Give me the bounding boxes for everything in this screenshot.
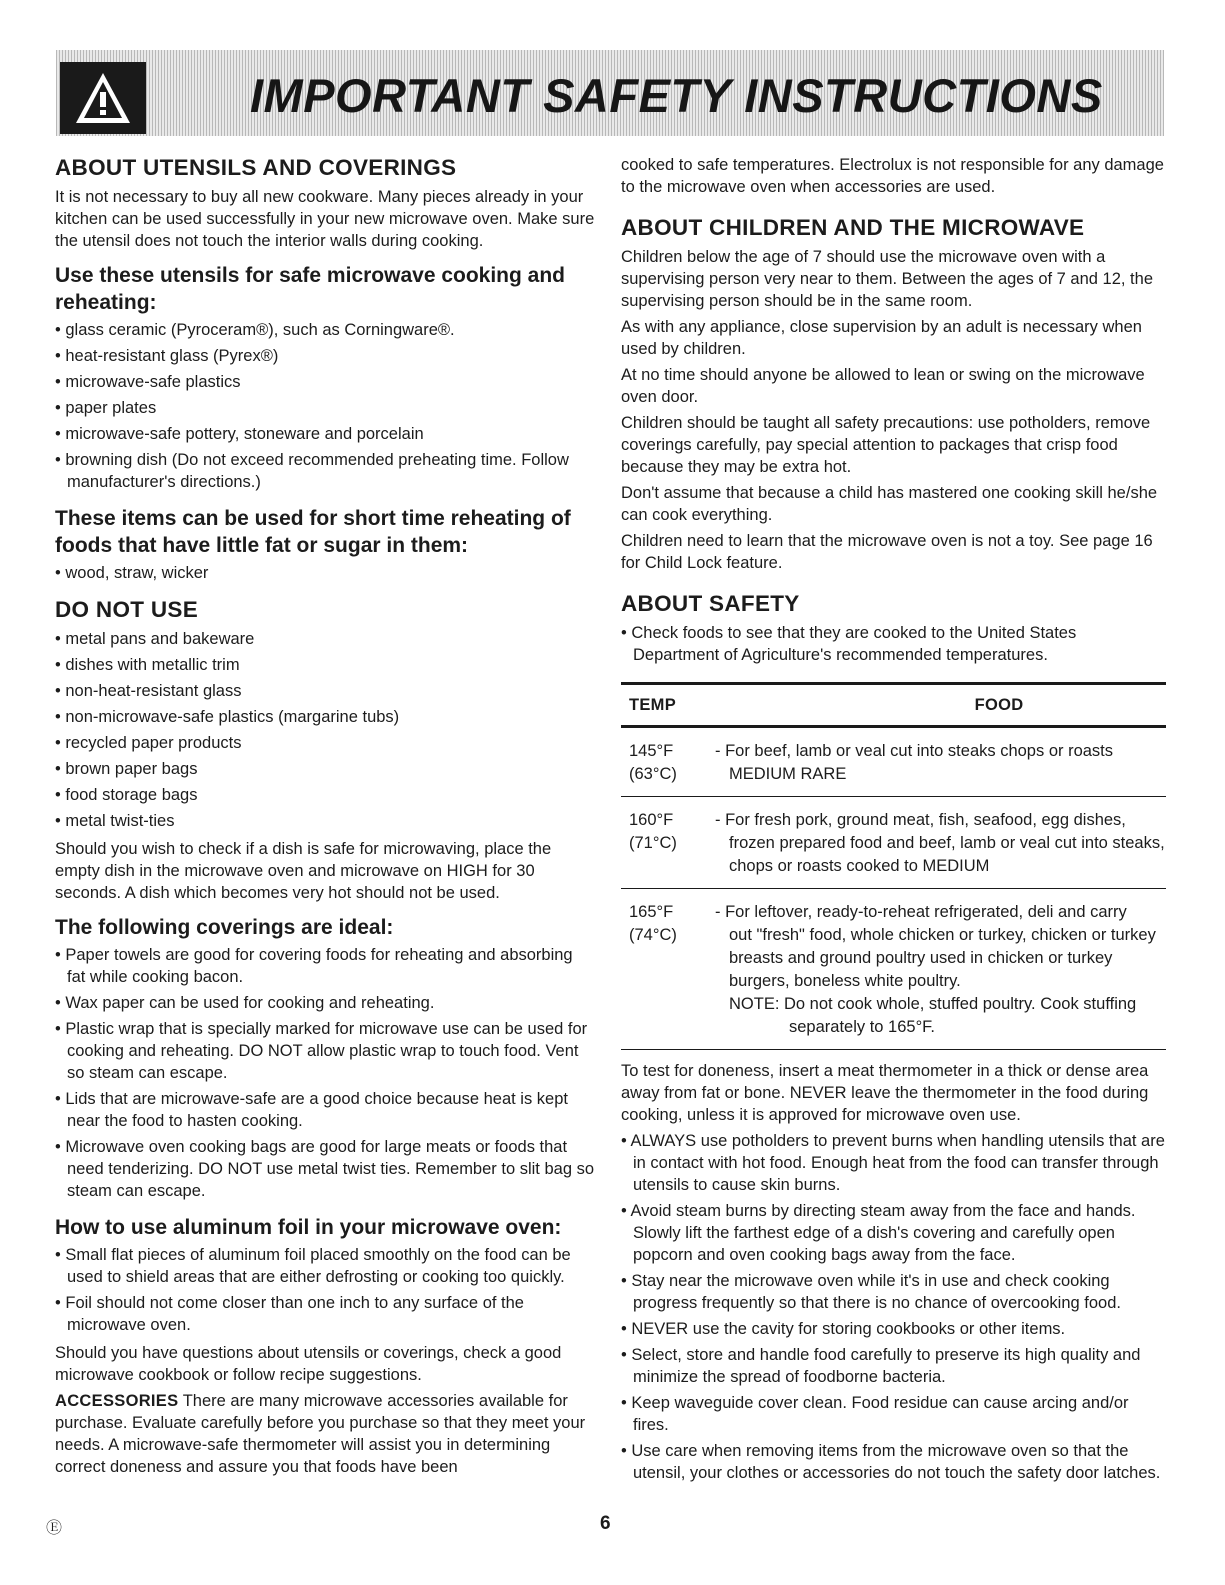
list-item: • microwave-safe plastics <box>55 371 595 393</box>
list-item: • Lids that are microwave-safe are a good choice because heat is kept near the food to hasten cooking. <box>55 1088 595 1132</box>
temp-c: (74°C) <box>629 926 677 944</box>
warning-triangle-icon <box>74 70 132 126</box>
list-item: • Foil should not come closer than one inch to any surface of the microwave oven. <box>55 1292 595 1336</box>
list-item: • recycled paper products <box>55 732 595 754</box>
temp-f: 145°F <box>629 742 674 760</box>
list-item: • microwave-safe pottery, stoneware and porcelain <box>55 423 595 445</box>
table-header <box>621 682 1166 728</box>
paragraph-children-5: Don't assume that because a child has mastered one cooking skill he/she can cook everything. <box>621 484 1158 524</box>
temp-c: (63°C) <box>629 765 677 783</box>
food-note-cont: separately to 165°F. <box>789 1018 936 1036</box>
list-item: • food storage bags <box>55 784 595 806</box>
list-item: • browning dish (Do not exceed recommended preheating time. Follow manufacturer's directions.) <box>55 449 595 493</box>
list-safety-intro <box>621 622 1166 666</box>
list-item: • Microwave oven cooking bags are good for large meats or foods that need tenderizing. DO NOT use metal twist ties. Remember to slit bag so steam can escape. <box>55 1136 595 1202</box>
temp-f: 165°F <box>629 903 674 921</box>
list-item: • metal pans and bakeware <box>55 628 595 650</box>
list-item: • Avoid steam burns by directing steam away from the face and hands. Slowly lift the farthest edge of a dish's covering and carefully open popcorn and oven cooking bags away from the face. <box>621 1200 1166 1266</box>
list-item: • Paper towels are good for covering foods for reheating and absorbing fat while cooking bacon. <box>55 944 595 988</box>
food-text: - For leftover, ready-to-reheat refrigerated, deli and carry <box>715 903 1127 921</box>
paragraph-children-1: Children below the age of 7 should use the microwave oven with a supervising person very near to them. Between the ages of 7 and 12, the supervising person should be in the same room. <box>621 248 1153 310</box>
list-item: • paper plates <box>55 397 595 419</box>
list-coverings <box>55 944 595 1202</box>
list-safety <box>621 1130 1166 1484</box>
paragraph-check-dish: Should you wish to check if a dish is safe for microwaving, place the empty dish in the microwave oven and microwave on HIGH for 30 seconds. A dish which becomes very hot should not be used. <box>55 840 552 902</box>
food-text: - For fresh pork, ground meat, fish, seafood, egg dishes, <box>715 811 1126 829</box>
list-item: • heat-resistant glass (Pyrex®) <box>55 345 595 367</box>
heading-short-reheating: These items can be used for short time reheating of foods that have little fat or sugar in them: <box>55 507 571 557</box>
language-mark: Ⓔ <box>46 1520 63 1537</box>
list-item: • dishes with metallic trim <box>55 654 595 676</box>
page-title: IMPORTANT SAFETY INSTRUCTIONS <box>250 69 1103 122</box>
list-item: • metal twist-ties <box>55 810 595 832</box>
heading-do-not-use: DO NOT USE <box>55 597 199 622</box>
food-text-cont: MEDIUM RARE <box>729 765 847 783</box>
left-column <box>55 154 595 1482</box>
list-item: • Small flat pieces of aluminum foil placed smoothly on the food can be used to shield areas that are either defrosting or cooking too quickly. <box>55 1244 595 1288</box>
list-item: • Stay near the microwave oven while it's in use and check cooking progress frequently so that there is no chance of overcooking food. <box>621 1270 1166 1314</box>
heading-utensils: ABOUT UTENSILS AND COVERINGS <box>55 155 457 180</box>
table-row <box>621 797 1166 889</box>
heading-children: ABOUT CHILDREN AND THE MICROWAVE <box>621 215 1085 240</box>
food-note: NOTE: Do not cook whole, stuffed poultry. Cook stuffing <box>729 995 1137 1013</box>
paragraph-children-6: Children need to learn that the microwave oven is not a toy. See page 16 for Child Lock feature. <box>621 532 1153 572</box>
accessories-label: ACCESSORIES <box>55 1392 179 1410</box>
warning-box <box>60 62 146 134</box>
list-item: • Select, store and handle food carefully to preserve its high quality and minimize the spread of foodborne bacteria. <box>621 1344 1166 1388</box>
accessories-text: There are many microwave accessories available for purchase. Evaluate carefully before you purchase so that they meet your needs. A microwave-safe thermometer will assist you in determining correct doneness and assure you that foods have been <box>55 1392 586 1476</box>
list-item: • non-microwave-safe plastics (margarine tubs) <box>55 706 595 728</box>
temperature-table <box>621 682 1166 1050</box>
food-text-cont: out "fresh" food, whole chicken or turkey, chicken or turkey breasts and ground poultry used in chicken or turkey burgers, boneless white poultry. <box>729 926 1156 990</box>
column-header-food: FOOD <box>974 695 1024 714</box>
food-text: - For beef, lamb or veal cut into steaks chops or roasts <box>715 742 1114 760</box>
heading-coverings: The following coverings are ideal: <box>55 916 394 939</box>
page-number: 6 <box>600 1513 611 1534</box>
list-use-utensils <box>55 319 595 493</box>
paragraph-continued: cooked to safe temperatures. Electrolux is not responsible for any damage to the microwave oven when accessories are used. <box>621 156 1164 196</box>
table-row <box>621 728 1166 797</box>
list-item: • Keep waveguide cover clean. Food residue can cause arcing and/or fires. <box>621 1392 1166 1436</box>
list-item: • glass ceramic (Pyroceram®), such as Corningware®. <box>55 319 595 341</box>
paragraph-accessories <box>55 1390 595 1478</box>
list-item: • Plastic wrap that is specially marked for microwave use can be used for cooking and reheating. DO NOT allow plastic wrap to touch food. Vent so steam can escape. <box>55 1018 595 1084</box>
list-do-not-use <box>55 628 595 832</box>
food-text-cont: frozen prepared food and beef, lamb or veal cut into steaks, chops or roasts cooked to MEDIUM <box>729 834 1165 875</box>
paragraph-children-4: Children should be taught all safety precautions: use potholders, remove coverings carefully, pay special attention to packages that crisp food because they may be extra hot. <box>621 414 1151 476</box>
heading-safety: ABOUT SAFETY <box>621 591 800 616</box>
list-item: • wood, straw, wicker <box>55 562 595 584</box>
table-row <box>621 889 1166 1050</box>
heading-aluminum-foil: How to use aluminum foil in your microwave oven: <box>55 1216 562 1239</box>
list-item: • brown paper bags <box>55 758 595 780</box>
heading-use-utensils: Use these utensils for safe microwave cooking and reheating: <box>55 264 565 314</box>
temp-c: (71°C) <box>629 834 677 852</box>
list-item: • Use care when removing items from the microwave oven so that the utensil, your clothes or accessories do not touch the safety door latches. <box>621 1440 1166 1484</box>
list-item: • Check foods to see that they are cooked to the United States Department of Agriculture's recommended temperatures. <box>621 622 1166 666</box>
paragraph-questions: Should you have questions about utensils or coverings, check a good microwave cookbook or follow recipe suggestions. <box>55 1344 562 1384</box>
list-item: • Wax paper can be used for cooking and reheating. <box>55 992 595 1014</box>
column-header-temp: TEMP <box>629 695 677 714</box>
paragraph-test-doneness: To test for doneness, insert a meat thermometer in a thick or dense area away from fat or bone. NEVER leave the thermometer in the food during cooking, unless it is approved for microwave oven use. <box>621 1062 1149 1124</box>
list-aluminum-foil <box>55 1244 595 1336</box>
paragraph-children-3: At no time should anyone be allowed to lean or swing on the microwave oven door. <box>621 366 1145 406</box>
paragraph-children-2: As with any appliance, close supervision by an adult is necessary when used by children. <box>621 318 1142 358</box>
list-short-reheating <box>55 562 595 584</box>
list-item: • non-heat-resistant glass <box>55 680 595 702</box>
paragraph-utensils: It is not necessary to buy all new cookware. Many pieces already in your kitchen can be used successfully in your new microwave oven. Make sure the utensil does not touch the interior walls during cooking. <box>55 188 595 250</box>
temp-f: 160°F <box>629 811 674 829</box>
right-column <box>621 154 1166 1490</box>
list-item: • NEVER use the cavity for storing cookbooks or other items. <box>621 1318 1166 1340</box>
list-item: • ALWAYS use potholders to prevent burns when handling utensils that are in contact with hot food. Enough heat from the food can transfer through utensils to cause skin burns. <box>621 1130 1166 1196</box>
